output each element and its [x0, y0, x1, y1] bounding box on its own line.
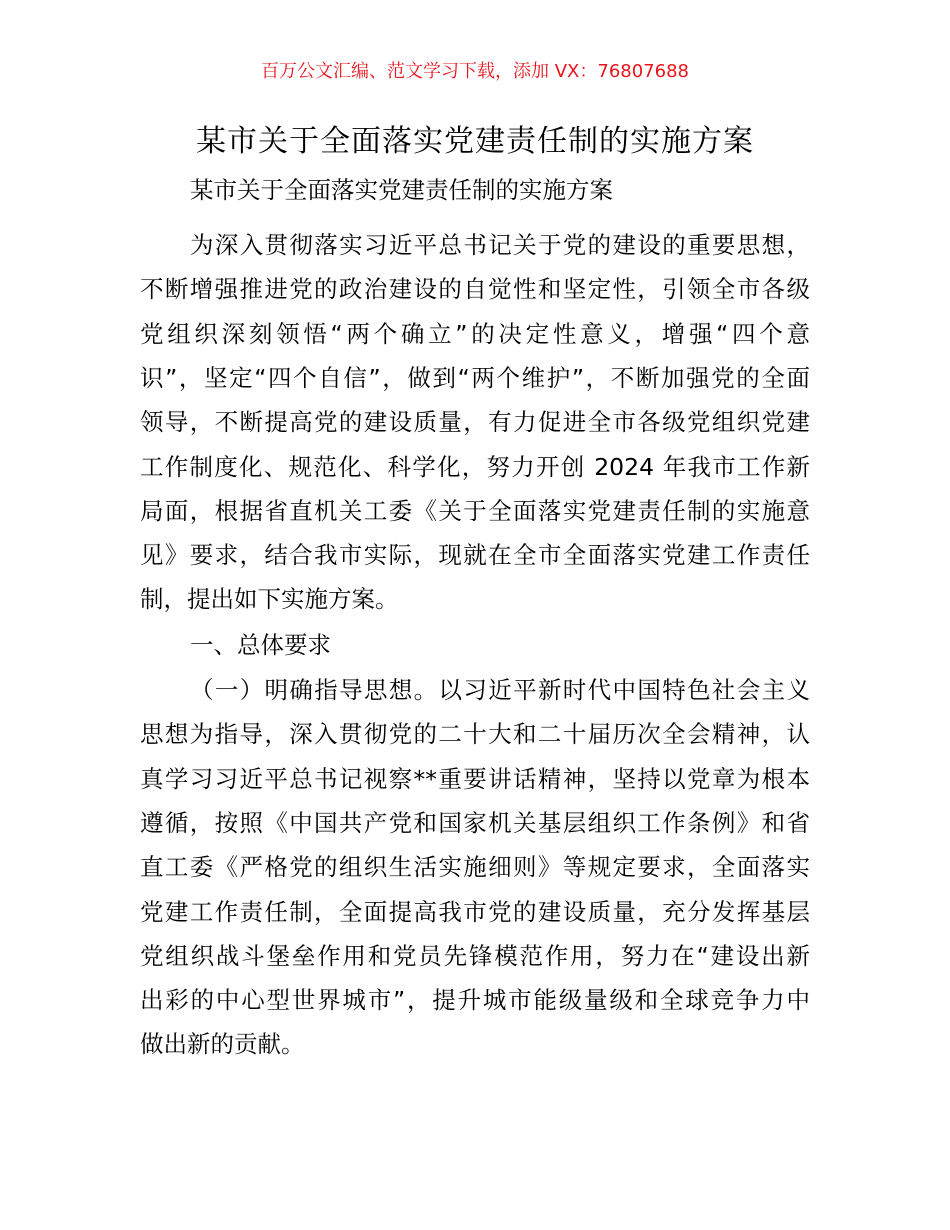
- paragraph-line: 领导，不断提高党的建设质量，有力促进全市各级党组织党建: [140, 408, 810, 437]
- paragraph-line: 制，提出如下实施方案。: [140, 585, 399, 614]
- paragraph-line: 遵循，按照《中国共产党和国家机关基层组织工作条例》和省: [140, 808, 810, 837]
- document-subtitle: 某市关于全面落实党建责任制的实施方案: [190, 176, 613, 204]
- paragraph-line: 党建工作责任制，全面提高我市党的建设质量，充分发挥基层: [140, 897, 810, 926]
- paragraph-line: 党组织战斗堡垒作用和党员先锋模范作用，努力在“建设出新: [140, 941, 810, 970]
- paragraph-line: 识”，坚定“四个自信”，做到“两个维护”，不断加强党的全面: [140, 363, 810, 392]
- paragraph-line: 不断增强推进党的政治建设的自觉性和坚定性，引领全市各级: [140, 275, 810, 304]
- paragraph-line: 思想为指导，深入贯彻党的二十大和二十届历次全会精神，认: [140, 720, 810, 749]
- section-heading: 一、总体要求: [190, 631, 331, 659]
- paragraph-line: 局面，根据省直机关工委《关于全面落实党建责任制的实施意: [140, 496, 810, 525]
- document-title: 某市关于全面落实党建责任制的实施方案: [196, 124, 754, 159]
- paragraph-line: 直工委《严格党的组织生活实施细则》等规定要求，全面落实: [140, 853, 810, 882]
- paragraph-line: 见》要求，结合我市实际，现就在全市全面落实党建工作责任: [140, 541, 810, 570]
- paragraph-line: 出彩的中心型世界城市”，提升城市能级量级和全球竞争力中: [140, 986, 810, 1015]
- paragraph-line: 党组织深刻领悟“两个确立”的决定性意义，增强“四个意: [140, 319, 810, 348]
- paragraph-line: 真学习习近平总书记视察**重要讲话精神，坚持以党章为根本: [140, 764, 810, 793]
- paragraph-line: 做出新的贡献。: [140, 1030, 305, 1059]
- paragraph-line: （一）明确指导思想。以习近平新时代中国特色社会主义: [190, 676, 810, 704]
- watermark-banner: 百万公文汇编、范文学习下载，添加 VX：76807688: [261, 61, 689, 82]
- paragraph-line: 为深入贯彻落实习近平总书记关于党的建设的重要思想，: [190, 231, 810, 259]
- paragraph-line: 工作制度化、规范化、科学化，努力开创 2024 年我市工作新: [140, 452, 810, 481]
